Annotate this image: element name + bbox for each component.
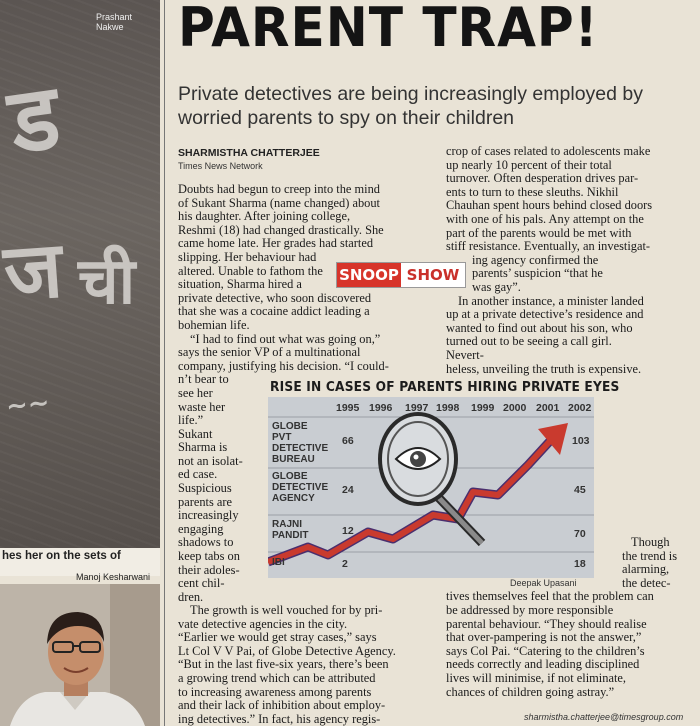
row-first-value: 24 xyxy=(342,484,354,496)
row-first-value: 2 xyxy=(342,558,348,570)
text-line: engaging xyxy=(178,521,224,536)
text-line: ing detectives.” In fact, his agency regis- xyxy=(178,711,381,726)
body-column-2-continued xyxy=(446,536,698,699)
portrait-photo xyxy=(0,584,160,726)
text-line: tives themselves feel that the problem can xyxy=(446,589,654,604)
text-line: slipping. Her behaviour had xyxy=(178,249,317,264)
text-line: up at a private detective’s residence and xyxy=(446,307,644,322)
text-line: stiff resistance. Eventually, an investigat- xyxy=(446,239,651,254)
headline: PARENT TRAP! xyxy=(178,0,599,59)
year-label: 1998 xyxy=(436,402,460,414)
text-line: part of the parents would be met with xyxy=(446,225,632,240)
row-label: RAJNI PANDIT xyxy=(272,519,309,541)
text-line: altered. Unable to fathom the xyxy=(178,263,323,278)
chart-title: RISE IN CASES OF PARENTS HIRING PRIVATE EYES xyxy=(270,380,620,395)
text-line: alarming, xyxy=(622,562,670,577)
text-line: shadows to xyxy=(178,535,234,550)
box-label-left: SNOOP xyxy=(337,263,401,287)
photo-credit-bottom: Manoj Kesharwani xyxy=(76,572,151,582)
year-label: 1996 xyxy=(369,402,393,414)
text-line: not an isolat- xyxy=(178,453,243,468)
text-line: Reshmi (18) had changed drastically. She xyxy=(178,222,384,237)
text-line: private detective, who soon discovered xyxy=(178,290,372,305)
row-label: IBI xyxy=(272,557,285,568)
text-line: waste her xyxy=(178,399,226,414)
text-line: Nevert- xyxy=(446,347,484,362)
text-line: company, justifying his decision. “I could- xyxy=(178,358,389,373)
text-line: keep tabs on xyxy=(178,549,240,564)
year-label: 2001 xyxy=(536,402,560,414)
text-line: his daughter. After joining college, xyxy=(178,209,351,224)
byline-author: SHARMISTHA CHATTERJEE xyxy=(178,147,320,159)
text-line: that over-pampering is not the answer,” xyxy=(446,630,642,645)
text-line: Suspicious xyxy=(178,481,232,496)
text-line: heless, unveiling the truth is expensive. xyxy=(446,361,642,376)
text-line: parents’ suspicion “that he xyxy=(472,266,603,281)
year-label: 2002 xyxy=(568,402,592,414)
text-line: be addressed by more responsible xyxy=(446,602,614,617)
text-line: In another instance, a minister landed xyxy=(458,293,644,308)
text-line: parental behaviour. “They should realise xyxy=(446,616,647,631)
deck-line: Private detectives are being increasingly employed by xyxy=(178,83,644,105)
photo-credit-top: Prashant Nakwe xyxy=(96,12,133,32)
text-line: was gay”. xyxy=(472,279,521,294)
wall-graffiti-photo: ड ज ची ~~ Prashant Nakwe xyxy=(0,0,160,548)
text-line: their adoles- xyxy=(178,562,240,577)
text-line: parents are xyxy=(178,494,233,509)
text-line: says Col Pai. “Catering to the children’s xyxy=(446,643,645,658)
text-line: Doubts had begun to creep into the mind xyxy=(178,182,380,196)
text-line: dren. xyxy=(178,589,204,604)
text-line: needs correctly and leading disciplined xyxy=(446,657,640,672)
text-line: see her xyxy=(178,385,213,400)
text-line: that she was a cocaine addict leading a xyxy=(178,304,370,319)
text-line: came home late. Her grades had started xyxy=(178,236,374,251)
text-line: chances of children going astray.” xyxy=(446,684,615,699)
text-line: ents to turn to these sleuths. Nikhil xyxy=(446,184,619,199)
text-line: n’t bear to xyxy=(178,372,229,387)
column-divider xyxy=(164,0,165,726)
text-line: Sukant xyxy=(178,426,213,441)
text-line: to increasing awareness among parents xyxy=(178,684,372,699)
text-line: lives will minimise, if not eliminate, xyxy=(446,670,626,685)
year-label: 1997 xyxy=(405,402,429,414)
text-line: “Earlier we would get stray cases,” says xyxy=(178,630,377,645)
byline-agency: Times News Network xyxy=(178,161,263,171)
magnifying-glass-icon xyxy=(380,414,482,543)
text-line: The growth is well vouched for by pri- xyxy=(190,603,383,617)
year-label: 1995 xyxy=(336,402,360,414)
deck xyxy=(178,82,698,130)
year-label: 1999 xyxy=(471,402,495,414)
text-line: cent chil- xyxy=(178,576,225,591)
portrait-illustration xyxy=(0,584,160,726)
text-line: the detec- xyxy=(622,575,671,590)
text-line: bohemian life. xyxy=(178,317,250,332)
text-line: the trend is xyxy=(622,548,678,563)
text-line: Lt Col V V Pai, of Globe Detective Agency. xyxy=(178,643,396,658)
row-first-value: 66 xyxy=(342,435,354,447)
text-line: ed case. xyxy=(178,467,218,482)
text-line: turnover. Often desperation drives par- xyxy=(446,171,639,186)
text-line: increasingly xyxy=(178,508,239,523)
row-first-value: 12 xyxy=(342,525,354,537)
text-line: turned out to be seeing a call girl. xyxy=(446,334,612,349)
body-column-1-continued xyxy=(178,604,440,726)
row-last-value: 103 xyxy=(572,435,590,447)
text-line: with one of his pals. Any attempt on the xyxy=(446,211,644,226)
photo-caption: hes her on the sets of xyxy=(2,550,121,562)
text-line: ing agency confirmed the xyxy=(472,252,599,267)
text-line: a growing trend which can be attributed xyxy=(178,670,376,685)
year-label: 2000 xyxy=(503,402,527,414)
text-line: “I had to find out what was going on,” xyxy=(190,331,381,346)
text-line: Sharma is xyxy=(178,440,228,455)
text-line: of Sukant Sharma (name changed) about xyxy=(178,195,380,210)
text-line: Though xyxy=(631,535,670,549)
author-email: sharmistha.chatterjee@timesgroup.com xyxy=(524,712,684,722)
body-column-2 xyxy=(446,145,698,376)
chart-credit: Deepak Upasani xyxy=(510,578,577,588)
row-label: GLOBE PVT DETECTIVE BUREAU xyxy=(272,421,329,465)
text-line: wanted to find out about his son, who xyxy=(446,320,633,335)
text-line: crop of cases related to adolescents make xyxy=(446,144,651,158)
text-line: up nearly 10 percent of their total xyxy=(446,157,612,172)
row-last-value: 70 xyxy=(574,528,586,540)
row-label: GLOBE DETECTIVE AGENCY xyxy=(272,471,329,504)
text-line: says the senior VP of a multinational xyxy=(178,345,361,360)
text-line: situation, Sharma hired a xyxy=(178,277,302,292)
box-label-right: SHOW xyxy=(406,266,460,284)
text-line: and their lack of inhibition about employ- xyxy=(178,698,386,713)
row-last-value: 45 xyxy=(574,484,586,496)
text-line: vate detective agencies in the city. xyxy=(178,616,348,631)
deck-line: worried parents to spy on their children xyxy=(178,107,515,129)
text-line: Chauhan spent hours behind closed doors xyxy=(446,198,653,213)
row-last-value: 18 xyxy=(574,558,586,570)
text-line: life.” xyxy=(178,413,204,428)
text-line: “But in the last five-six years, there’s been xyxy=(178,657,389,672)
